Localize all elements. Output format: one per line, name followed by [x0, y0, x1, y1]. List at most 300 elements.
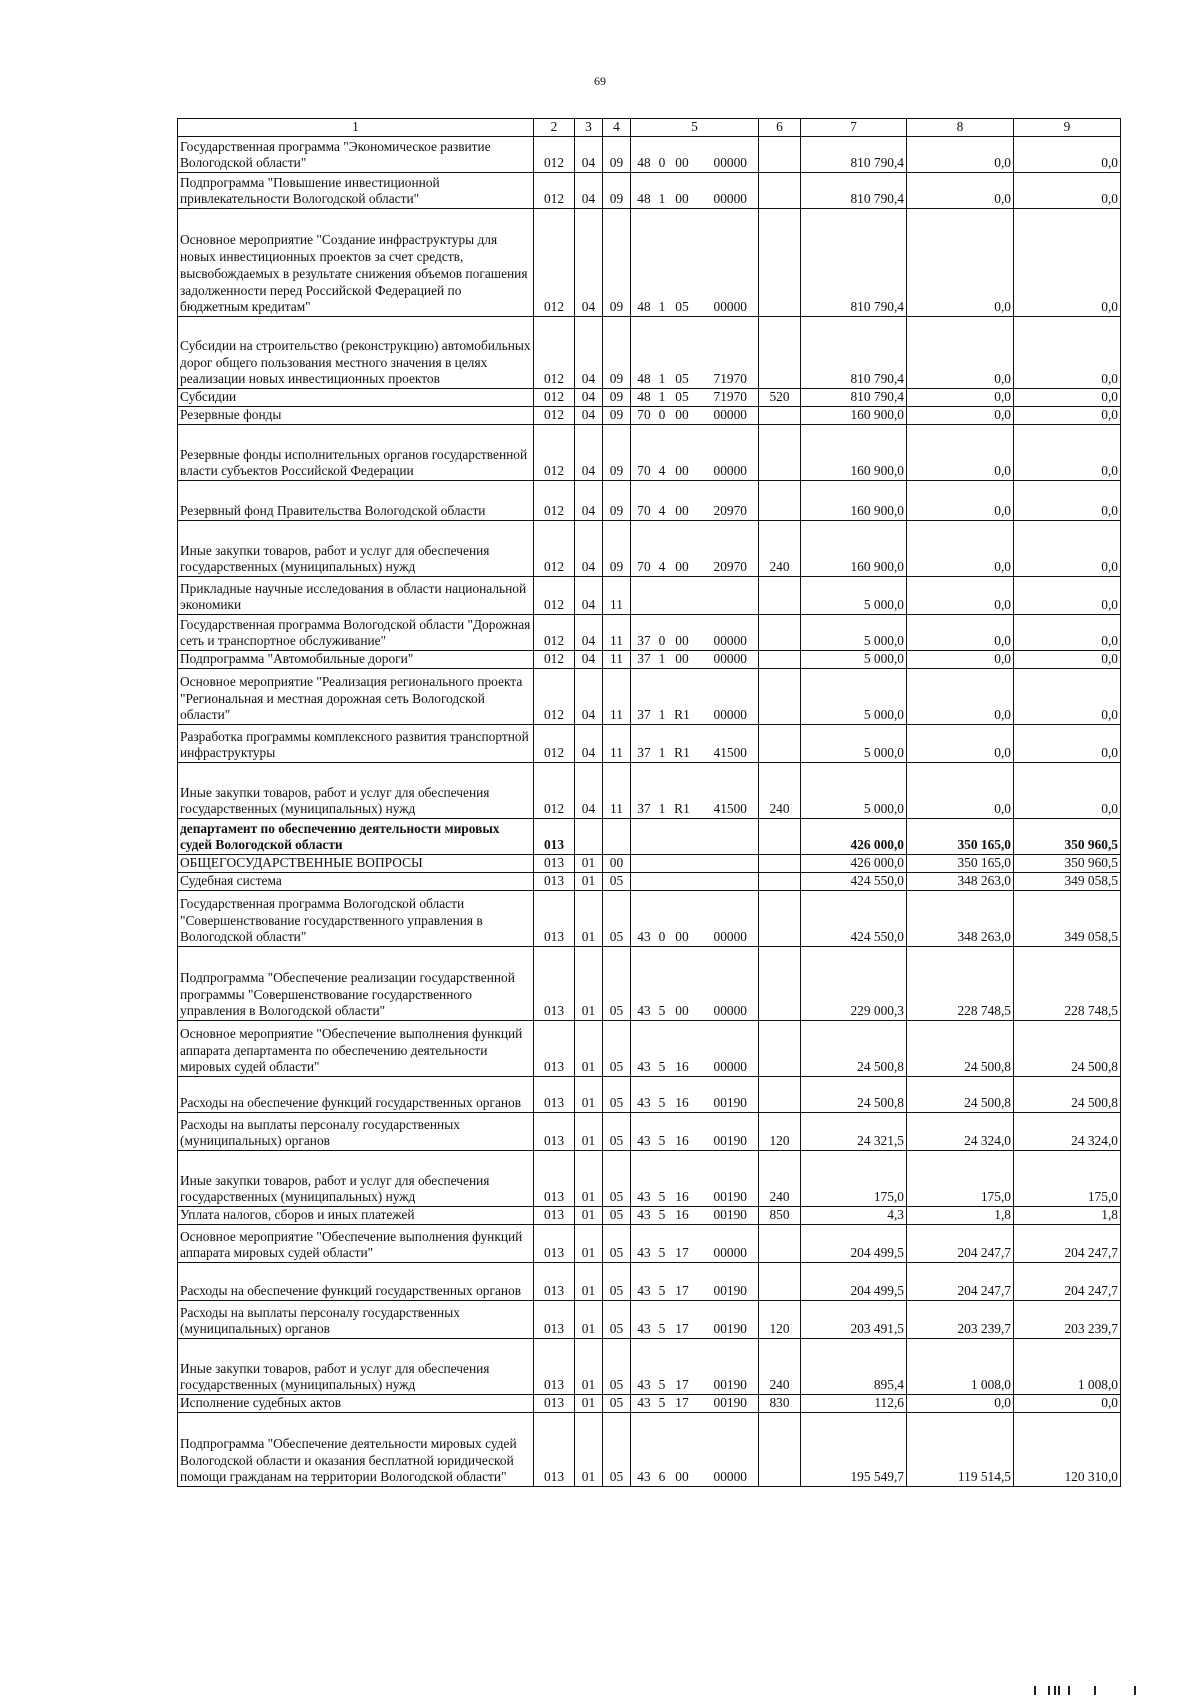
amount-cell: 5 000,0: [801, 577, 907, 615]
page-number: 69: [594, 74, 606, 88]
code-cell: 013: [534, 1225, 575, 1263]
amount-cell: 24 324,0: [1014, 1113, 1121, 1151]
target-article-part: 37: [637, 801, 651, 817]
amount-cell: 0,0: [1014, 725, 1121, 763]
section-cell: 01: [575, 1207, 603, 1225]
section-cell: 01: [575, 1151, 603, 1207]
row-name-cell: Субсидии: [178, 389, 534, 407]
amount-cell: 0,0: [907, 317, 1014, 389]
section-cell: 01: [575, 1077, 603, 1113]
table-row: [178, 669, 1121, 725]
target-article-part: 0: [658, 929, 666, 945]
amount-cell: 0,0: [1014, 407, 1121, 425]
target-article-part: 43: [637, 1133, 651, 1149]
amount-cell: 175,0: [907, 1151, 1014, 1207]
row-name-cell: Судебная система: [178, 873, 534, 891]
target-article-cell: [631, 173, 759, 209]
target-article-part: 00190: [713, 1207, 747, 1223]
target-article-part: 5: [658, 1133, 666, 1149]
section-cell: 01: [575, 891, 603, 947]
section-cell: 01: [575, 1413, 603, 1487]
target-article-part: 5: [658, 1095, 666, 1111]
amount-cell: 0,0: [1014, 389, 1121, 407]
subsection-cell: 05: [603, 947, 631, 1021]
target-article-cell: [631, 1225, 759, 1263]
amount-cell: 0,0: [1014, 173, 1121, 209]
target-article-part: 16: [675, 1059, 689, 1075]
amount-cell: 0,0: [1014, 763, 1121, 819]
section-cell: 01: [575, 873, 603, 891]
table-row: [178, 891, 1121, 947]
table-row: [178, 1263, 1121, 1301]
target-article-cell: [631, 1021, 759, 1077]
amount-cell: 0,0: [1014, 669, 1121, 725]
amount-cell: 5 000,0: [801, 669, 907, 725]
amount-cell: 195 549,7: [801, 1413, 907, 1487]
table-row: [178, 1151, 1121, 1207]
section-cell: 04: [575, 425, 603, 481]
subsection-cell: 05: [603, 1225, 631, 1263]
amount-cell: 0,0: [907, 763, 1014, 819]
target-article-part: 00190: [713, 1377, 747, 1393]
target-article-part: 0: [658, 407, 666, 423]
expense-type-cell: 850: [759, 1207, 801, 1225]
table-row: [178, 407, 1121, 425]
section-cell: 04: [575, 173, 603, 209]
target-article-part: 5: [658, 1245, 666, 1261]
target-article-part: 4: [658, 503, 666, 519]
target-article-part: 43: [637, 1207, 651, 1223]
expense-type-cell: 240: [759, 1151, 801, 1207]
amount-cell: 0,0: [907, 137, 1014, 173]
target-article-cell: [631, 407, 759, 425]
target-article-part: 43: [637, 1189, 651, 1205]
target-article-cell: [631, 1395, 759, 1413]
target-article-part: 00000: [713, 651, 747, 667]
row-name-cell: Подпрограмма "Обеспечение реализации государственной программы "Совершенствование государственного управления в Вологодской области": [178, 947, 534, 1021]
table-row: [178, 1225, 1121, 1263]
code-cell: 012: [534, 407, 575, 425]
target-article-part: 71970: [713, 371, 747, 387]
code-cell: 012: [534, 425, 575, 481]
row-name-cell: Иные закупки товаров, работ и услуг для обеспечения государственных (муниципальных) нужд: [178, 1339, 534, 1395]
expense-type-cell: [759, 137, 801, 173]
target-article-part: 41500: [713, 801, 747, 817]
section-cell: 04: [575, 317, 603, 389]
section-cell: 04: [575, 763, 603, 819]
amount-cell: 0,0: [907, 481, 1014, 521]
target-article-part: 00: [675, 559, 689, 575]
row-name-cell: Подпрограмма "Автомобильные дороги": [178, 651, 534, 669]
amount-cell: 810 790,4: [801, 209, 907, 317]
target-article-part: 43: [637, 1283, 651, 1299]
section-cell: 01: [575, 1225, 603, 1263]
target-article-part: 5: [658, 1321, 666, 1337]
target-article-part: 17: [675, 1245, 689, 1261]
amount-cell: 0,0: [907, 173, 1014, 209]
target-article-cell: [631, 1413, 759, 1487]
amount-cell: 1,8: [1014, 1207, 1121, 1225]
row-name-cell: Основное мероприятие "Обеспечение выполнения функций аппарата департамента по обеспечению деятельности мировых судей области": [178, 1021, 534, 1077]
table-row: [178, 615, 1121, 651]
row-name-cell: департамент по обеспечению деятельности мировых судей Вологодской области: [178, 819, 534, 855]
amount-cell: 810 790,4: [801, 317, 907, 389]
target-article-cell: [631, 425, 759, 481]
header-cell: 8: [907, 119, 1014, 137]
table-row: [178, 763, 1121, 819]
expense-type-cell: [759, 855, 801, 873]
code-cell: 012: [534, 173, 575, 209]
target-article-part: 43: [637, 1321, 651, 1337]
target-article-cell: [631, 1077, 759, 1113]
target-article-part: 43: [637, 1059, 651, 1075]
target-article-part: 17: [675, 1395, 689, 1411]
amount-cell: 204 499,5: [801, 1225, 907, 1263]
target-article-part: 5: [658, 1207, 666, 1223]
subsection-cell: 09: [603, 317, 631, 389]
amount-cell: 160 900,0: [801, 521, 907, 577]
subsection-cell: 05: [603, 1077, 631, 1113]
amount-cell: 204 247,7: [907, 1263, 1014, 1301]
target-article-part: 43: [637, 1003, 651, 1019]
code-cell: 012: [534, 725, 575, 763]
table-row: [178, 1339, 1121, 1395]
amount-cell: 5 000,0: [801, 725, 907, 763]
expense-type-cell: [759, 725, 801, 763]
amount-cell: 0,0: [1014, 137, 1121, 173]
amount-cell: 350 165,0: [907, 819, 1014, 855]
target-article-part: 1: [658, 389, 666, 405]
target-article-part: 00000: [713, 463, 747, 479]
target-article-part: 1: [658, 707, 666, 723]
target-article-part: 17: [675, 1283, 689, 1299]
subsection-cell: 05: [603, 1207, 631, 1225]
code-cell: 013: [534, 1021, 575, 1077]
target-article-part: 00000: [713, 1059, 747, 1075]
row-name-cell: Резервные фонды исполнительных органов государственной власти субъектов Российской Федерации: [178, 425, 534, 481]
target-article-part: 43: [637, 1395, 651, 1411]
section-cell: 04: [575, 407, 603, 425]
subsection-cell: 05: [603, 1301, 631, 1339]
section-cell: 04: [575, 209, 603, 317]
subsection-cell: 05: [603, 1113, 631, 1151]
code-cell: 012: [534, 763, 575, 819]
target-article-part: 05: [675, 389, 689, 405]
target-article-part: 00000: [713, 191, 747, 207]
code-cell: 013: [534, 1395, 575, 1413]
table-row: [178, 425, 1121, 481]
target-article-part: 41500: [713, 745, 747, 761]
section-cell: 01: [575, 1339, 603, 1395]
amount-cell: 424 550,0: [801, 873, 907, 891]
amount-cell: 0,0: [1014, 1395, 1121, 1413]
amount-cell: 0,0: [907, 577, 1014, 615]
row-name-cell: Разработка программы комплексного развития транспортной инфраструктуры: [178, 725, 534, 763]
target-article-part: 5: [658, 1189, 666, 1205]
expense-type-cell: [759, 407, 801, 425]
subsection-cell: 05: [603, 1151, 631, 1207]
target-article-part: 00: [675, 407, 689, 423]
expense-type-cell: 240: [759, 763, 801, 819]
target-article-part: 00000: [713, 299, 747, 315]
target-article-cell: [631, 577, 759, 615]
row-name-cell: Расходы на выплаты персоналу государственных (муниципальных) органов: [178, 1113, 534, 1151]
header-cell: 3: [575, 119, 603, 137]
expense-type-cell: 120: [759, 1301, 801, 1339]
amount-cell: 0,0: [1014, 521, 1121, 577]
table-row: [178, 577, 1121, 615]
amount-cell: 112,6: [801, 1395, 907, 1413]
amount-cell: 350 960,5: [1014, 855, 1121, 873]
amount-cell: 1 008,0: [907, 1339, 1014, 1395]
code-cell: 013: [534, 1207, 575, 1225]
expense-type-cell: [759, 669, 801, 725]
subsection-cell: 11: [603, 725, 631, 763]
code-cell: 012: [534, 577, 575, 615]
target-article-part: 43: [637, 1469, 651, 1485]
section-cell: 04: [575, 389, 603, 407]
amount-cell: 229 000,3: [801, 947, 907, 1021]
amount-cell: 1,8: [907, 1207, 1014, 1225]
subsection-cell: 05: [603, 891, 631, 947]
target-article-part: 16: [675, 1207, 689, 1223]
code-cell: 012: [534, 137, 575, 173]
target-article-part: 43: [637, 929, 651, 945]
amount-cell: 203 239,7: [1014, 1301, 1121, 1339]
expense-type-cell: [759, 1263, 801, 1301]
target-article-part: 5: [658, 1003, 666, 1019]
row-name-cell: Подпрограмма "Повышение инвестиционной привлекательности Вологодской области": [178, 173, 534, 209]
amount-cell: 228 748,5: [1014, 947, 1121, 1021]
expense-type-cell: [759, 1413, 801, 1487]
row-name-cell: Государственная программа Вологодской области "Дорожная сеть и транспортное обслуживание": [178, 615, 534, 651]
target-article-part: 20970: [713, 559, 747, 575]
amount-cell: 24 321,5: [801, 1113, 907, 1151]
code-cell: 012: [534, 521, 575, 577]
target-article-cell: [631, 1207, 759, 1225]
expense-type-cell: 240: [759, 521, 801, 577]
amount-cell: 24 500,8: [801, 1021, 907, 1077]
amount-cell: 0,0: [1014, 425, 1121, 481]
amount-cell: 0,0: [1014, 577, 1121, 615]
target-article-part: 70: [637, 559, 651, 575]
expense-type-cell: [759, 651, 801, 669]
amount-cell: 0,0: [907, 407, 1014, 425]
table-row: [178, 873, 1121, 891]
amount-cell: 348 263,0: [907, 873, 1014, 891]
row-name-cell: Расходы на обеспечение функций государственных органов: [178, 1077, 534, 1113]
amount-cell: 1 008,0: [1014, 1339, 1121, 1395]
target-article-part: 00000: [713, 929, 747, 945]
amount-cell: 348 263,0: [907, 891, 1014, 947]
budget-table: [177, 118, 1121, 1487]
expense-type-cell: [759, 1225, 801, 1263]
expense-type-cell: [759, 1021, 801, 1077]
table-row: [178, 1413, 1121, 1487]
amount-cell: 349 058,5: [1014, 891, 1121, 947]
subsection-cell: 09: [603, 137, 631, 173]
amount-cell: 0,0: [907, 615, 1014, 651]
amount-cell: 0,0: [907, 425, 1014, 481]
amount-cell: 120 310,0: [1014, 1413, 1121, 1487]
header-cell: 5: [631, 119, 759, 137]
target-article-part: 0: [658, 633, 666, 649]
target-article-cell: [631, 481, 759, 521]
subsection-cell: 09: [603, 209, 631, 317]
code-cell: 013: [534, 855, 575, 873]
row-name-cell: Исполнение судебных актов: [178, 1395, 534, 1413]
target-article-part: 00: [675, 1003, 689, 1019]
amount-cell: 204 499,5: [801, 1263, 907, 1301]
table-row: [178, 855, 1121, 873]
target-article-part: 37: [637, 745, 651, 761]
amount-cell: 0,0: [907, 521, 1014, 577]
section-cell: 01: [575, 1301, 603, 1339]
expense-type-cell: [759, 891, 801, 947]
target-article-part: 00000: [713, 1245, 747, 1261]
target-article-part: 43: [637, 1377, 651, 1393]
target-article-part: 1: [658, 371, 666, 387]
target-article-cell: [631, 1301, 759, 1339]
subsection-cell: 11: [603, 577, 631, 615]
target-article-part: 00000: [713, 407, 747, 423]
target-article-part: 70: [637, 407, 651, 423]
code-cell: 013: [534, 819, 575, 855]
row-name-cell: ОБЩЕГОСУДАРСТВЕННЫЕ ВОПРОСЫ: [178, 855, 534, 873]
subsection-cell: 11: [603, 669, 631, 725]
section-cell: 04: [575, 669, 603, 725]
target-article-cell: [631, 947, 759, 1021]
amount-cell: 203 491,5: [801, 1301, 907, 1339]
row-name-cell: Расходы на обеспечение функций государственных органов: [178, 1263, 534, 1301]
table-row: [178, 481, 1121, 521]
subsection-cell: 09: [603, 389, 631, 407]
row-name-cell: Иные закупки товаров, работ и услуг для обеспечения государственных (муниципальных) нужд: [178, 521, 534, 577]
target-article-part: 5: [658, 1059, 666, 1075]
amount-cell: 160 900,0: [801, 407, 907, 425]
expense-type-cell: 120: [759, 1113, 801, 1151]
subsection-cell: 05: [603, 1339, 631, 1395]
section-cell: 04: [575, 137, 603, 173]
table-row: [178, 1021, 1121, 1077]
target-article-cell: [631, 669, 759, 725]
target-article-part: 70: [637, 463, 651, 479]
target-article-part: 00: [675, 929, 689, 945]
target-article-cell: [631, 725, 759, 763]
subsection-cell: 09: [603, 173, 631, 209]
expense-type-cell: [759, 577, 801, 615]
target-article-part: 00: [675, 463, 689, 479]
target-article-part: 5: [658, 1377, 666, 1393]
amount-cell: 204 247,7: [1014, 1225, 1121, 1263]
table-row: [178, 317, 1121, 389]
expense-type-cell: [759, 1077, 801, 1113]
target-article-part: 6: [658, 1469, 666, 1485]
amount-cell: 204 247,7: [1014, 1263, 1121, 1301]
amount-cell: 895,4: [801, 1339, 907, 1395]
section-cell: 04: [575, 651, 603, 669]
section-cell: 04: [575, 725, 603, 763]
amount-cell: 5 000,0: [801, 763, 907, 819]
header-cell: 7: [801, 119, 907, 137]
section-cell: 01: [575, 1113, 603, 1151]
amount-cell: 160 900,0: [801, 425, 907, 481]
amount-cell: 0,0: [1014, 209, 1121, 317]
target-article-part: 1: [658, 191, 666, 207]
section-cell: 04: [575, 481, 603, 521]
target-article-part: 00: [675, 155, 689, 171]
code-cell: 012: [534, 209, 575, 317]
row-name-cell: Прикладные научные исследования в области национальной экономики: [178, 577, 534, 615]
expense-type-cell: [759, 819, 801, 855]
subsection-cell: 09: [603, 425, 631, 481]
target-article-cell: [631, 521, 759, 577]
code-cell: 013: [534, 891, 575, 947]
section-cell: 01: [575, 1395, 603, 1413]
amount-cell: 810 790,4: [801, 137, 907, 173]
row-name-cell: Уплата налогов, сборов и иных платежей: [178, 1207, 534, 1225]
expense-type-cell: 240: [759, 1339, 801, 1395]
table-row: [178, 947, 1121, 1021]
target-article-cell: [631, 873, 759, 891]
subsection-cell: 09: [603, 481, 631, 521]
table-row: [178, 521, 1121, 577]
amount-cell: 0,0: [907, 725, 1014, 763]
amount-cell: 160 900,0: [801, 481, 907, 521]
table-row: [178, 389, 1121, 407]
target-article-part: 1: [658, 651, 666, 667]
section-cell: [575, 819, 603, 855]
scan-barcode-mark: [1034, 1685, 1144, 1695]
row-name-cell: Иные закупки товаров, работ и услуг для обеспечения государственных (муниципальных) нужд: [178, 1151, 534, 1207]
table-row: [178, 173, 1121, 209]
target-article-part: 00190: [713, 1189, 747, 1205]
subsection-cell: 00: [603, 855, 631, 873]
target-article-part: 00: [675, 633, 689, 649]
code-cell: 013: [534, 1301, 575, 1339]
subsection-cell: 05: [603, 873, 631, 891]
target-article-part: 43: [637, 1245, 651, 1261]
header-cell: 9: [1014, 119, 1121, 137]
target-article-part: 05: [675, 299, 689, 315]
target-article-cell: [631, 389, 759, 407]
target-article-part: 0: [658, 155, 666, 171]
target-article-cell: [631, 1151, 759, 1207]
target-article-part: 37: [637, 633, 651, 649]
target-article-cell: [631, 209, 759, 317]
code-cell: 012: [534, 615, 575, 651]
target-article-part: 00000: [713, 155, 747, 171]
target-article-part: 48: [637, 371, 651, 387]
expense-type-cell: [759, 481, 801, 521]
amount-cell: 175,0: [1014, 1151, 1121, 1207]
target-article-cell: [631, 1339, 759, 1395]
target-article-part: R1: [674, 745, 690, 761]
table-row: [178, 819, 1121, 855]
subsection-cell: 11: [603, 651, 631, 669]
amount-cell: 0,0: [907, 1395, 1014, 1413]
target-article-part: 16: [675, 1189, 689, 1205]
expense-type-cell: [759, 425, 801, 481]
code-cell: 013: [534, 1339, 575, 1395]
target-article-part: 00000: [713, 1469, 747, 1485]
target-article-part: 00000: [713, 633, 747, 649]
target-article-part: 48: [637, 299, 651, 315]
row-name-cell: Субсидии на строительство (реконструкцию) автомобильных дорог общего пользования местного значения в целях реализации новых инвестиционных проектов: [178, 317, 534, 389]
row-name-cell: Резервные фонды: [178, 407, 534, 425]
amount-cell: 0,0: [1014, 481, 1121, 521]
table-row: [178, 725, 1121, 763]
